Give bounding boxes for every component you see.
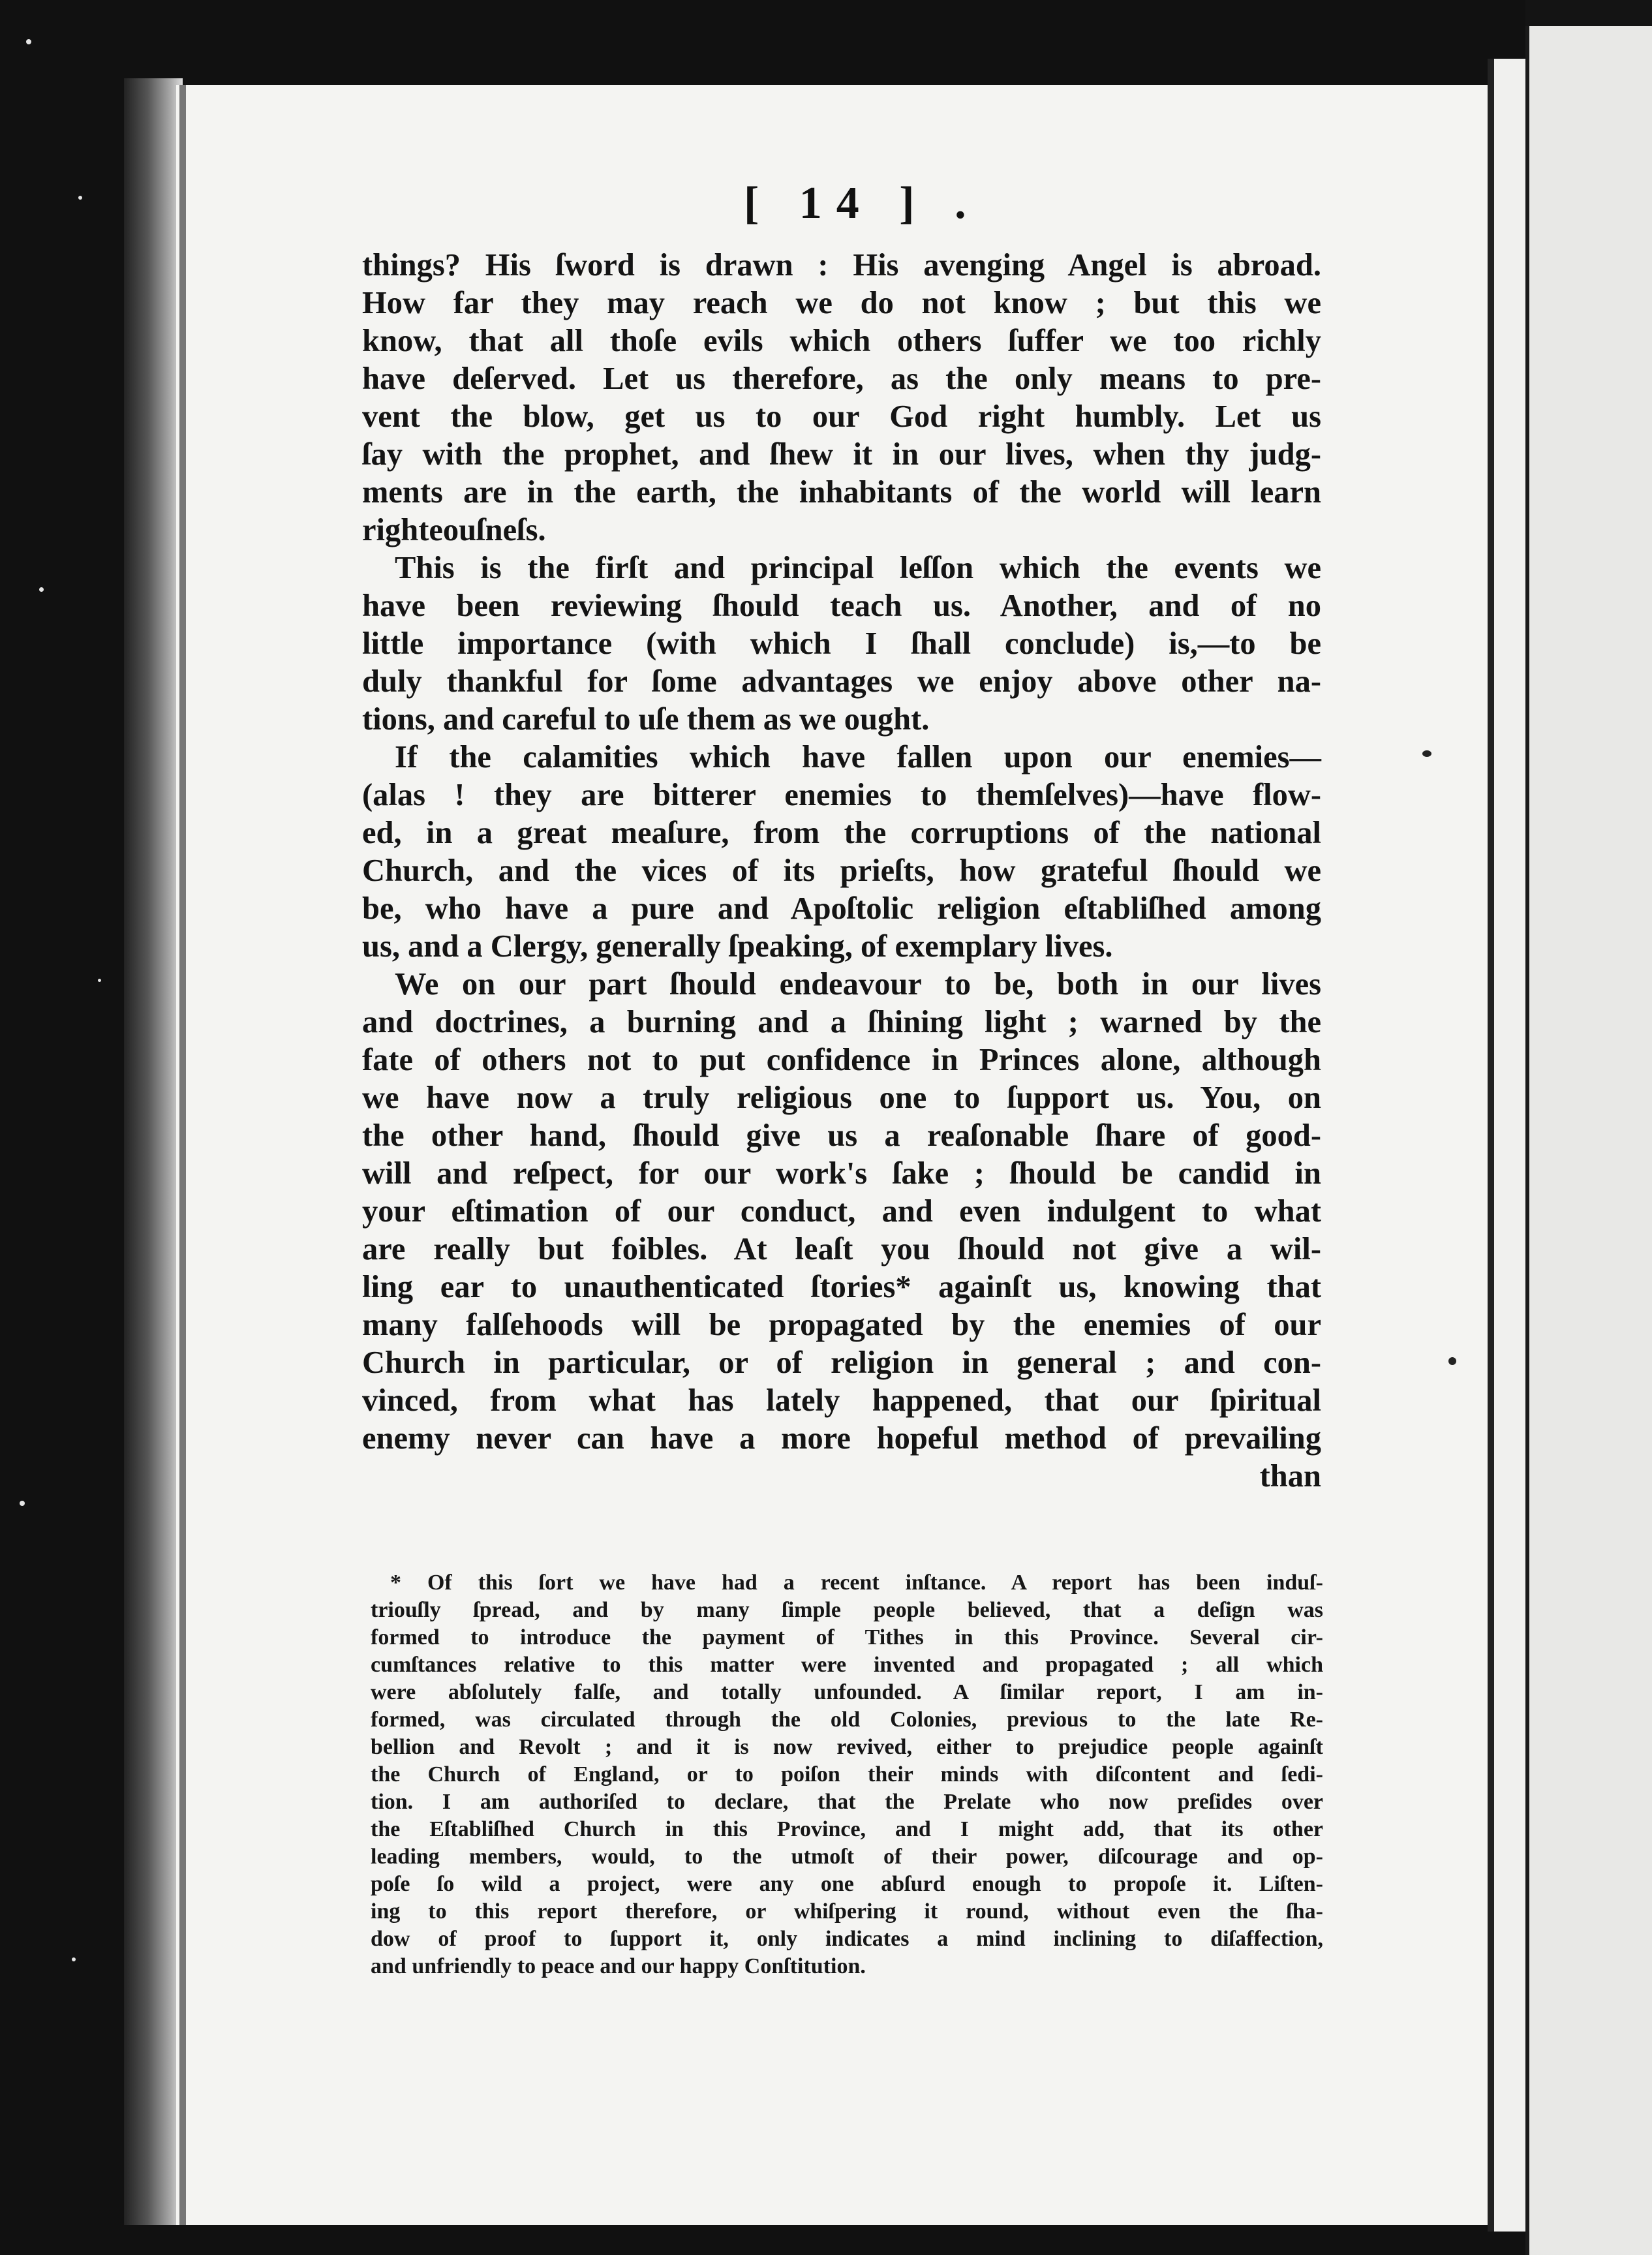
footnote-line: dow of proof to ſupport it, only indicates a mind inclining to diſaffection, (371, 1927, 1323, 1951)
page-number: [ 14 ] . (744, 178, 981, 228)
text-line: are really but foibles. At leaſt you ſhould not give a wil- (362, 1232, 1321, 1266)
text-line: If the calamities which have fallen upon our enemies— (395, 740, 1321, 775)
text-line: tions, and careful to uſe them as we ought. (362, 702, 930, 737)
footnote-line: tion. I am authoriſed to declare, that the Prelate who now preſides over (371, 1790, 1323, 1814)
text-line: have deſerved. Let us therefore, as the only means to pre- (362, 361, 1321, 396)
film-speck (20, 1501, 25, 1506)
text-line: How far they may reach we do not know ; but this we (362, 286, 1321, 320)
footnote-line: formed to introduce the payment of Tithes in this Province. Several cir- (371, 1625, 1323, 1649)
text-line: vinced, from what has lately happened, that our ſpiritual (362, 1383, 1321, 1418)
film-speck (72, 1957, 76, 1961)
page-gutter-shadow (124, 78, 183, 2225)
text-line: Church in particular, or of religion in general ; and con- (362, 1345, 1321, 1380)
page-left-edge (179, 85, 186, 2225)
text-line: enemy never can have a more hopeful method of prevailing (362, 1421, 1321, 1456)
film-speck (98, 979, 101, 982)
text-line: (alas ! they are bitterer enemies to themſelves)—have flow- (362, 778, 1321, 812)
text-line: ſay with the prophet, and ſhew it in our lives, when thy judg- (362, 437, 1321, 472)
footnote-line: cumſtances relative to this matter were invented and propagated ; all which (371, 1653, 1323, 1677)
text-line: things? His ſword is drawn : His avenging Angel is abroad. (362, 248, 1321, 283)
footnote-line: the Eſtabliſhed Church in this Province, and I might add, that its other (371, 1817, 1323, 1841)
text-line: Church, and the vices of its prieſts, how grateful ſhould we (362, 853, 1321, 888)
text-line: will and reſpect, for our work's ſake ; ſhould be candid in (362, 1156, 1321, 1191)
text-line: your eſtimation of our conduct, and even indulgent to what (362, 1194, 1321, 1229)
text-line: us, and a Clergy, generally ſpeaking, of exemplary lives. (362, 929, 1113, 964)
film-speck (78, 196, 82, 200)
text-line: be, who have a pure and Apoſtolic religion eſtabliſhed among (362, 891, 1321, 926)
facing-page-edge (1525, 26, 1652, 2255)
text-line: and doctrines, a burning and a ſhining light ; warned by the (362, 1005, 1321, 1039)
text-line: the other hand, ſhould give us a reaſonable ſhare of good- (362, 1118, 1321, 1153)
text-line: have been reviewing ſhould teach us. Another, and of no (362, 589, 1321, 623)
footnote-line: were abſolutely falſe, and totally unfounded. A ſimilar report, I am in- (371, 1680, 1323, 1704)
footnote-line: poſe ſo wild a project, were any one abſurd enough to propoſe it. Liſten- (371, 1872, 1323, 1896)
footnote-line: bellion and Revolt ; and it is now revived, either to prejudice people againſt (371, 1735, 1323, 1759)
text-line: ling ear to unauthenticated ſtories* againſt us, knowing that (362, 1270, 1321, 1304)
body-text (362, 247, 1321, 1496)
footnote-line: formed, was circulated through the old Colonies, previous to the late Re- (371, 1708, 1323, 1732)
text-line: many falſehoods will be propagated by the enemies of our (362, 1308, 1321, 1342)
text-line: We on our part ſhould endeavour to be, both in our lives (395, 967, 1321, 1002)
text-line: little importance (with which I ſhall conclude) is,—to be (362, 626, 1321, 661)
footnote-line: and unfriendly to peace and our happy Conſtitution. (371, 1954, 866, 1978)
footnote-line: leading members, would, to the utmoſt of their power, diſcourage and op- (371, 1845, 1323, 1869)
ink-mark (1422, 750, 1431, 757)
film-speck (26, 39, 31, 44)
text-line: know, that all thoſe evils which others ſuffer we too richly (362, 324, 1321, 358)
text-line: duly thankful for ſome advantages we enjoy above other na- (362, 664, 1321, 699)
text-line: righteouſneſs. (362, 513, 546, 547)
page-right-edge (1488, 59, 1525, 2232)
footnote-line: the Church of England, or to poiſon their minds with diſcontent and ſedi- (371, 1762, 1323, 1787)
film-speck (39, 587, 44, 592)
footnote-line: triouſly ſpread, and by many ſimple people believed, that a deſign was (371, 1598, 1323, 1622)
text-line: ments are in the earth, the inhabitants of the world will learn (362, 475, 1321, 510)
text-line: vent the blow, get us to our God right humbly. Let us (362, 399, 1321, 434)
catchword: than (1259, 1459, 1321, 1494)
text-line: ed, in a great meaſure, from the corruptions of the national (362, 816, 1321, 850)
footnote-block (371, 1569, 1323, 1980)
footnote-line: ing to this report therefore, or whiſpering it round, without even the ſha- (371, 1899, 1323, 1924)
ink-mark (1448, 1357, 1456, 1365)
text-line: we have now a truly religious one to ſupport us. You, on (362, 1081, 1321, 1115)
text-line: This is the firſt and principal leſſon which the events we (395, 551, 1321, 585)
footnote-line: * Of this ſort we have had a recent inſtance. A report has been induſ- (390, 1571, 1323, 1595)
text-line: fate of others not to put confidence in Princes alone, although (362, 1043, 1321, 1077)
